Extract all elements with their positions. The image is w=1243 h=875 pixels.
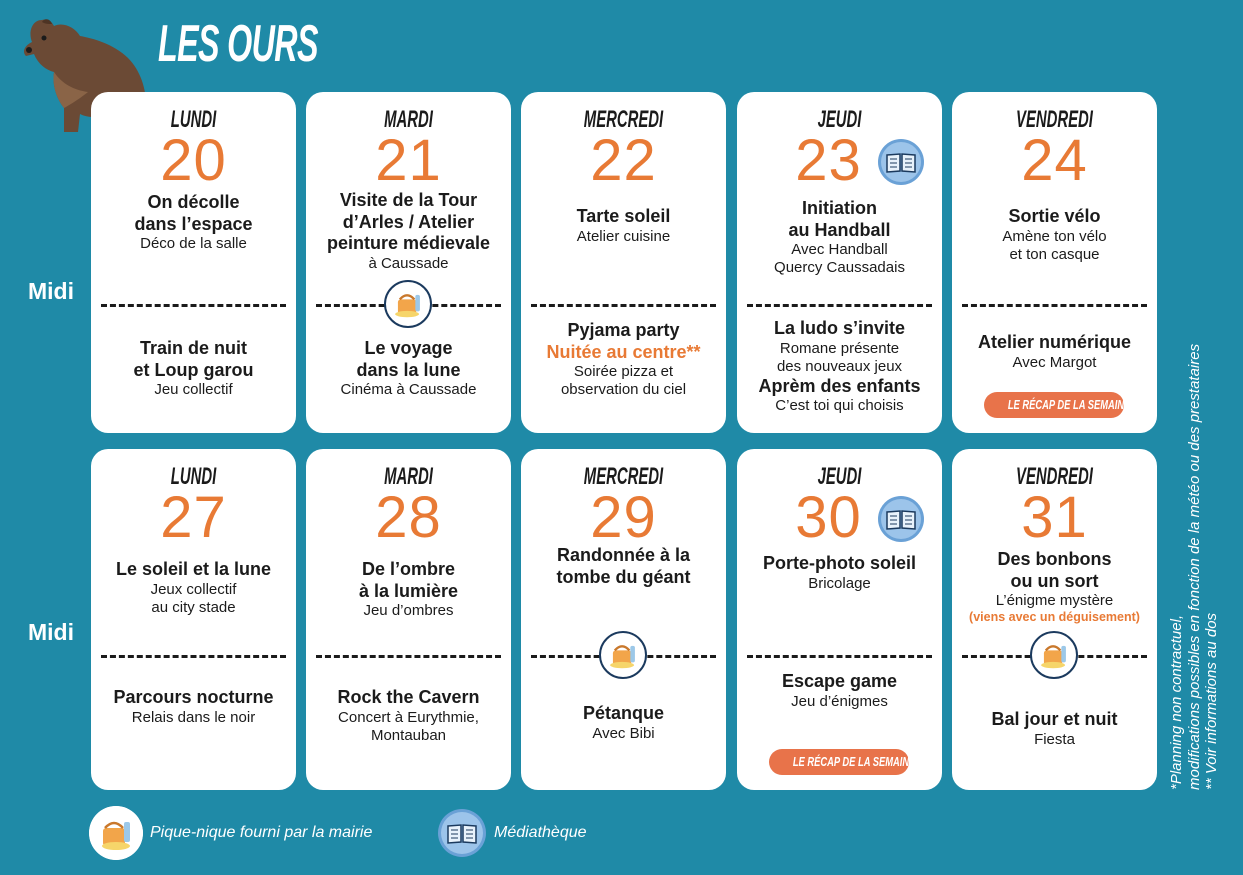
afternoon-activity — [741, 671, 938, 711]
legend-library-label: Médiathèque — [494, 824, 587, 841]
activity-line: Bal jour et nuit — [991, 709, 1118, 729]
activity-line: Déco de la salle — [140, 235, 247, 253]
day-card — [91, 92, 296, 433]
afternoon-activity — [95, 687, 292, 727]
day-name: MARDI — [384, 106, 433, 133]
activity-line: d’Arles / Atelier — [342, 211, 475, 232]
recap-button[interactable] — [984, 392, 1131, 418]
day-name: JEUDI — [817, 106, 862, 133]
activity-line: Escape game — [781, 671, 898, 691]
activity-line: De l’ombre — [361, 559, 456, 579]
afternoon-activity — [525, 703, 722, 743]
row-label-week1: Midi — [28, 278, 74, 304]
activity-line: à la lumière — [358, 580, 459, 601]
activity-line: Aprèm des enfants — [758, 375, 921, 396]
activity-line: dans la lune — [356, 359, 461, 380]
open-book-icon — [438, 809, 486, 857]
day-number: 20 — [160, 128, 227, 193]
day-card — [737, 449, 942, 790]
activity-line: Cinéma à Caussade — [340, 381, 477, 399]
activity-line: Atelier numérique — [977, 332, 1132, 352]
morning-activity — [310, 559, 507, 620]
day-number: 28 — [375, 485, 442, 550]
activity-line: Romane présente — [779, 339, 900, 357]
activity-line: Sortie vélo — [1008, 206, 1101, 226]
row-label-week2: Midi — [28, 619, 74, 645]
day-card — [952, 92, 1157, 433]
activity-line: Pyjama party — [567, 320, 680, 340]
activity-line: Avec Margot — [1012, 353, 1097, 371]
day-name: LUNDI — [170, 106, 217, 133]
activity-line: Le soleil et la lune — [115, 559, 272, 579]
day-card — [306, 92, 511, 433]
activity-line: Amène ton vélo — [1002, 227, 1107, 245]
activity-line: C’est toi qui choisis — [775, 397, 904, 415]
activity-line: Tarte soleil — [576, 206, 671, 226]
disclaimer-note — [1168, 270, 1221, 790]
afternoon-activity — [956, 709, 1153, 749]
day-card — [91, 449, 296, 790]
dashed-divider — [101, 304, 286, 307]
day-card — [306, 449, 511, 790]
dashed-divider — [531, 304, 716, 307]
activity-line: Visite de la Tour — [339, 190, 478, 210]
morning-activity — [741, 553, 938, 593]
dashed-divider — [747, 655, 932, 658]
morning-activity — [525, 206, 722, 246]
day-name: JEUDI — [817, 463, 862, 490]
day-card — [952, 449, 1157, 790]
dashed-divider — [101, 655, 286, 658]
day-number: 22 — [590, 128, 657, 193]
day-card — [737, 92, 942, 433]
activity-line: peinture médievale — [326, 233, 491, 254]
activity-line: Pétanque — [582, 703, 665, 723]
activity-line: Concert à Eurythmie, — [338, 708, 479, 726]
activity-line: Atelier cuisine — [576, 227, 671, 245]
afternoon-activity — [310, 338, 507, 399]
activity-line: Le voyage — [364, 338, 453, 358]
activity-line: Randonnée à la — [556, 545, 691, 565]
activity-line: au city stade — [151, 598, 236, 616]
dashed-divider — [747, 304, 932, 307]
disclaimer-line-1: *Planning non contractuel, — [1168, 614, 1185, 790]
picnic-basket-icon — [599, 631, 647, 679]
day-number: 24 — [1021, 128, 1088, 193]
activity-line: des nouveaux jeux — [776, 357, 903, 375]
day-number: 31 — [1021, 485, 1088, 550]
disclaimer-line-3: ** Voir informations au dos — [1203, 612, 1221, 790]
morning-activity — [741, 198, 938, 277]
day-card — [521, 449, 726, 790]
recap-label: LE RÉCAP DE LA SEMAINE — [792, 754, 916, 769]
activity-line: Jeu d’énigmes — [791, 692, 888, 710]
dashed-divider — [962, 304, 1147, 307]
day-number: 21 — [375, 128, 442, 193]
library-icon — [877, 495, 925, 543]
recap-label: LE RÉCAP DE LA SEMAINE — [1007, 397, 1131, 412]
activity-line: Train de nuit — [139, 338, 247, 358]
activity-line: dans l’espace — [134, 213, 253, 234]
day-card — [521, 92, 726, 433]
activity-line: et Loup garou — [133, 359, 254, 380]
morning-activity — [310, 190, 507, 273]
day-name: MERCREDI — [583, 106, 664, 133]
activity-line: observation du ciel — [560, 381, 687, 399]
activity-line: La ludo s’invite — [773, 318, 906, 338]
activity-line: Initiation — [802, 198, 877, 218]
activity-line: (viens avec un déguisement) — [969, 610, 1140, 625]
activity-line: Bricolage — [808, 574, 871, 592]
activity-line: Relais dans le noir — [131, 708, 256, 726]
activity-line: au Handball — [788, 219, 891, 240]
day-name: VENDREDI — [1016, 463, 1093, 490]
activity-line: Quercy Caussadais — [774, 259, 905, 277]
afternoon-activity — [525, 320, 722, 399]
morning-activity — [956, 549, 1153, 625]
activity-line: à Caussade — [368, 254, 449, 272]
recap-button[interactable] — [769, 749, 916, 775]
morning-activity — [525, 545, 722, 588]
activity-line: Avec Bibi — [592, 724, 655, 742]
day-name: MARDI — [384, 463, 433, 490]
activity-line: ou un sort — [1010, 570, 1099, 591]
activity-line: L’énigme mystère — [995, 592, 1114, 610]
activity-line: et ton casque — [1009, 245, 1100, 263]
activity-line: Montauban — [370, 726, 447, 744]
afternoon-activity — [95, 338, 292, 399]
afternoon-activity — [741, 318, 938, 415]
activity-line: Des bonbons — [997, 549, 1112, 569]
activity-line: Jeu collectif — [154, 381, 233, 399]
day-number: 30 — [795, 485, 862, 550]
library-icon — [877, 138, 925, 186]
activity-line: Nuitée au centre** — [546, 341, 701, 362]
day-name: VENDREDI — [1016, 106, 1093, 133]
activity-line: Rock the Cavern — [337, 687, 480, 707]
afternoon-activity — [310, 687, 507, 745]
page-title: LES OURS — [158, 15, 318, 73]
activity-line: On décolle — [147, 192, 240, 212]
activity-line: Avec Handball — [791, 241, 888, 259]
day-number: 23 — [795, 128, 862, 193]
morning-activity — [95, 192, 292, 253]
dashed-divider — [316, 655, 501, 658]
activity-line: Porte-photo soleil — [763, 553, 916, 573]
activity-line: Jeu d’ombres — [363, 602, 454, 620]
disclaimer-line-2: modifications possibles en fonction de la météo ou des prestataires — [1185, 343, 1203, 790]
activity-line: Jeux collectif — [150, 580, 237, 598]
day-name: LUNDI — [170, 463, 217, 490]
activity-line: Parcours nocturne — [113, 687, 274, 707]
picnic-basket-icon — [89, 806, 143, 860]
legend-picnic-label: Pique-nique fourni par la mairie — [150, 824, 373, 841]
picnic-basket-icon — [384, 280, 432, 328]
day-number: 29 — [590, 485, 657, 550]
activity-line: Soirée pizza et — [573, 363, 674, 381]
morning-activity — [956, 206, 1153, 264]
picnic-basket-icon — [1030, 631, 1078, 679]
day-name: MERCREDI — [583, 463, 664, 490]
afternoon-activity — [956, 332, 1153, 372]
day-number: 27 — [160, 485, 227, 550]
morning-activity — [95, 559, 292, 617]
activity-line: Fiesta — [1034, 730, 1075, 748]
activity-line: tombe du géant — [556, 566, 691, 587]
